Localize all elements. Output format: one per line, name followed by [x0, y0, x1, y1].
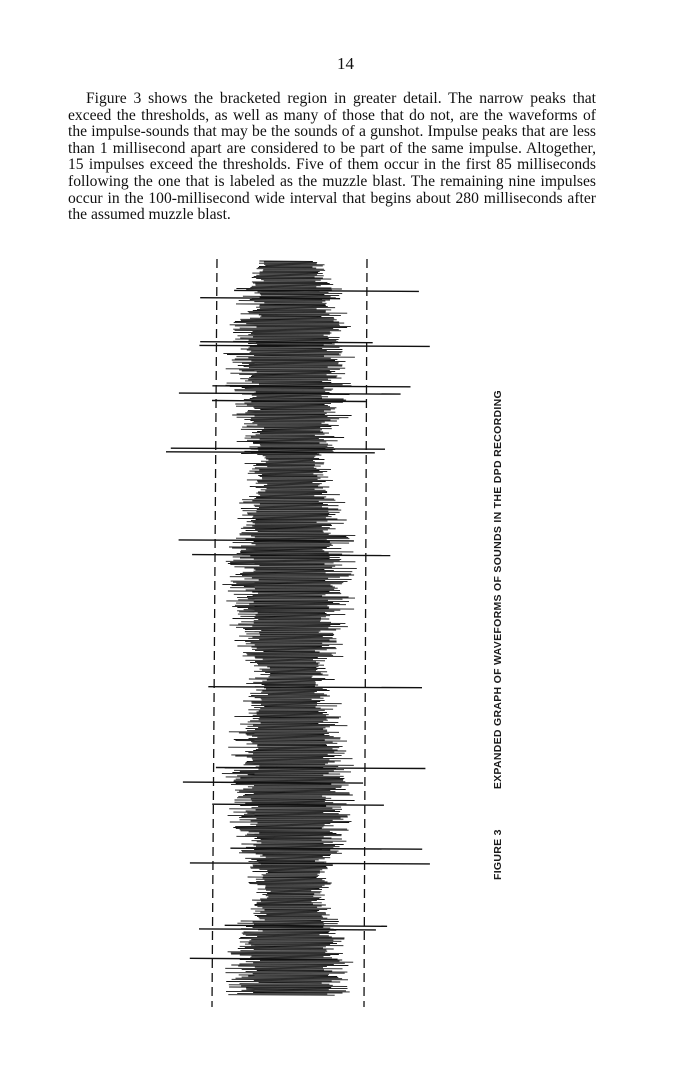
figure-title: EXPANDED GRAPH OF WAVEFORMS OF SOUNDS IN THE DPD RECORDING: [492, 390, 504, 790]
body-paragraph: Figure 3 shows the bracketed region in greater detail. The narrow peaks that exceed the thresholds, as well as many of those that do not, are the waveforms of the impulse-sounds that may be the sounds of a gunshot. Impulse peaks that are less than 1 millisecond apart are considered to be part of the same impulse. Altogether, 15 impulses exceed the thresholds. Five of them occur in the first 85 milliseconds following the one that is labeled as the muzzle blast. The remaining nine impulses occur in the 100-millisecond wide interval that begins about 280 milliseconds after the assumed muzzle blast.: [68, 90, 596, 224]
impulse-peak: [216, 768, 426, 769]
impulse-peak: [199, 345, 429, 346]
impulse-peak: [200, 298, 340, 299]
impulse-peak: [212, 401, 366, 402]
waveform-figure: [140, 255, 470, 1015]
threshold-line-right: [364, 259, 367, 1007]
impulse-peak: [212, 386, 410, 387]
impulse-peak: [171, 448, 385, 449]
impulse-peak: [166, 452, 375, 453]
impulse-peak: [192, 555, 390, 556]
figure-label: FIGURE 3: [492, 829, 504, 880]
figure-caption: [492, 390, 504, 880]
impulse-peak: [190, 958, 338, 959]
impulse-peak: [179, 393, 401, 394]
impulse-peak: [183, 782, 363, 783]
threshold-line-left: [212, 259, 217, 1007]
impulse-peak: [212, 804, 384, 805]
impulse-peak: [190, 863, 430, 864]
impulse-peak: [179, 540, 354, 541]
page-number: 14: [337, 54, 354, 73]
impulse-peak: [208, 687, 422, 688]
waveform-body: [222, 261, 357, 995]
impulse-peak: [234, 290, 419, 291]
waveform-trace: [166, 261, 430, 995]
impulse-peak: [199, 929, 376, 930]
impulse-peak: [225, 925, 387, 926]
impulse-peak: [200, 342, 373, 343]
impulse-peak: [230, 848, 422, 849]
waveform-graph: [140, 255, 470, 1015]
